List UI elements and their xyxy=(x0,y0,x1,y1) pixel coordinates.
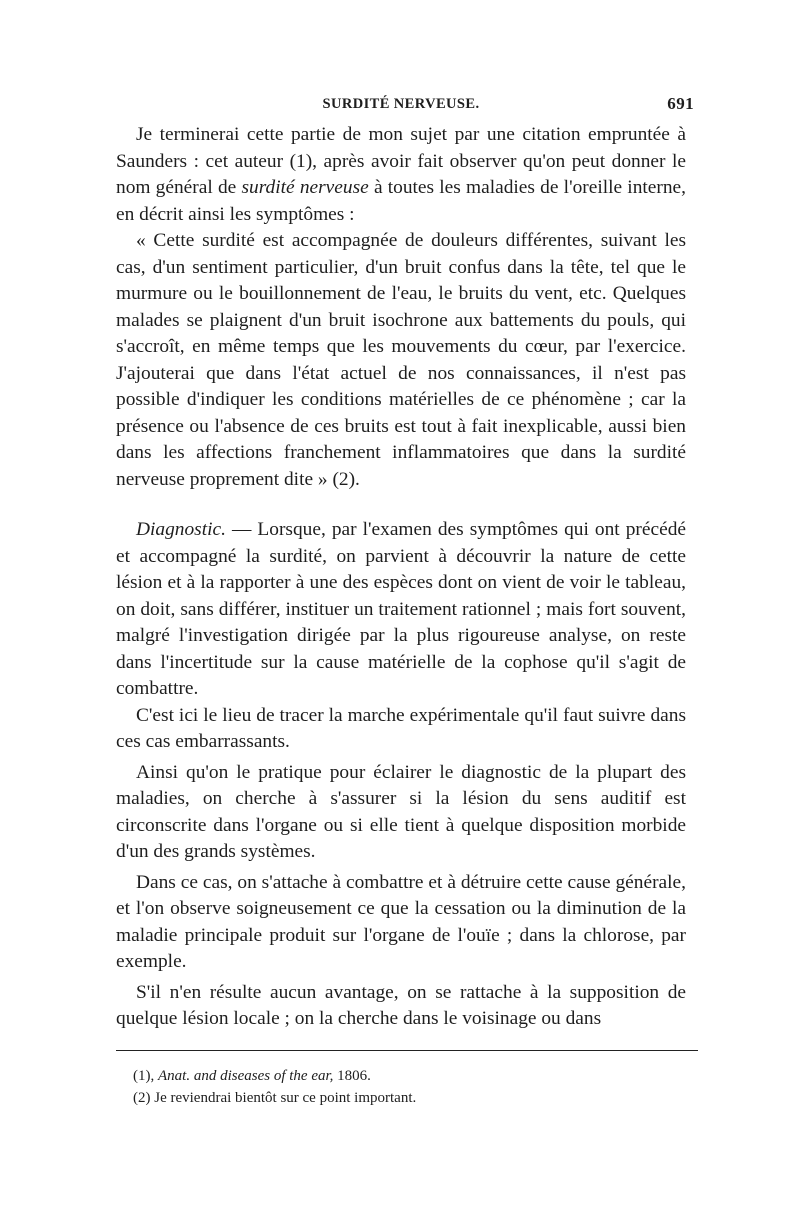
running-title: SURDITÉ NERVEUSE. xyxy=(322,96,480,112)
page-number: 691 xyxy=(667,94,694,113)
paragraph-ainsi xyxy=(116,760,686,866)
footnotes xyxy=(133,1065,686,1109)
book-page xyxy=(116,92,694,1109)
paragraph-text: « Cette surdité est accompagnée de douleurs différentes, suivant les cas, d'un sentiment particulier, d'un bruit confus dans la tête, tel que le murmure ou le bouillonnement de l'eau, le bruits du vent, etc. Quelques malades se plaignent d'un bruit isochrone aux battements du pouls, qui s'accroît, en même temps que les mouvements du cœur, par l'exercice. J'ajouterai que dans l'état actuel de nos connaissances, il n'est pas possible d'indiquer les conditions matérielles de ce phénomène ; car la présence ou l'absence de ces bruits est tout à fait inexplicable, aussi bien dans les affections franchement inflammatoires que dans la surdité nerveuse proprement dite » (2). xyxy=(116,230,686,490)
footnote-divider xyxy=(116,1050,698,1051)
paragraph-text: à toutes les maladies de l'oreille interne, en décrit ainsi les symptômes : xyxy=(116,177,686,225)
paragraph-saunders-citation xyxy=(116,122,686,228)
footnote-year: 1806. xyxy=(333,1067,371,1084)
paragraph-marche-experimentale xyxy=(116,703,686,756)
paragraph-text: Dans ce cas, on s'attache à combattre et à détruire cette cause générale, et l'on observe soigneusement ce que la cessation ou la diminution de la maladie principale produit sur l'organe de l'ouïe ; dans la chlorose, par exemple. xyxy=(116,871,686,972)
paragraph-lesion-locale xyxy=(116,980,686,1033)
paragraph-quotation xyxy=(116,228,686,493)
body-text xyxy=(116,122,686,1033)
paragraph-text: — Lorsque, par l'examen des symptômes qui ont précédé et accompagné la surdité, on parvient à découvrir la nature de cette lésion et à la rapporter à une des espèces dont on vient de voir le tableau, on doit, sans différer, instituer un traitement rationnel ; mais fort souvent, malgré l'investigation dirigée par la plus rigoureuse analyse, on reste dans l'incertitude sur la cause matérielle de la cophose qu'il s'agit de combattre. xyxy=(116,519,686,699)
paragraph-dans-ce-cas xyxy=(116,870,686,976)
paragraph-text: Ainsi qu'on le pratique pour éclairer le diagnostic de la plupart des maladies, on cherche à s'assurer si la lésion du sens auditif est circonscrite dans l'organe ou si elle tient à quelque disposition morbide d'un des grands systèmes. xyxy=(116,761,686,862)
footnote-marker: (1), xyxy=(133,1067,158,1084)
footnote-2 xyxy=(133,1087,686,1109)
footnote-text: (2) Je reviendrai bientôt sur ce point important. xyxy=(133,1089,417,1106)
paragraph-text: Je terminerai cette partie de mon sujet par une citation empruntée à Saunders : cet auteur (1), après avoir fait observer qu'on peut donner le nom général de xyxy=(116,124,686,198)
footnote-1 xyxy=(133,1065,686,1087)
paragraph-diagnostic xyxy=(116,517,686,703)
paragraph-text: S'il n'en résulte aucun avantage, on se rattache à la supposition de quelque lésion locale ; on la cherche dans le voisinage ou dans xyxy=(116,981,686,1029)
emphasis-term: surdité nerveuse xyxy=(241,177,369,198)
footnote-work-title: Anat. and diseases of the ear, xyxy=(158,1067,334,1084)
section-heading-diagnostic: Diagnostic. xyxy=(136,519,226,540)
paragraph-text: C'est ici le lieu de tracer la marche expérimentale qu'il faut suivre dans ces cas embarrassants. xyxy=(116,704,686,752)
running-header xyxy=(116,92,694,122)
